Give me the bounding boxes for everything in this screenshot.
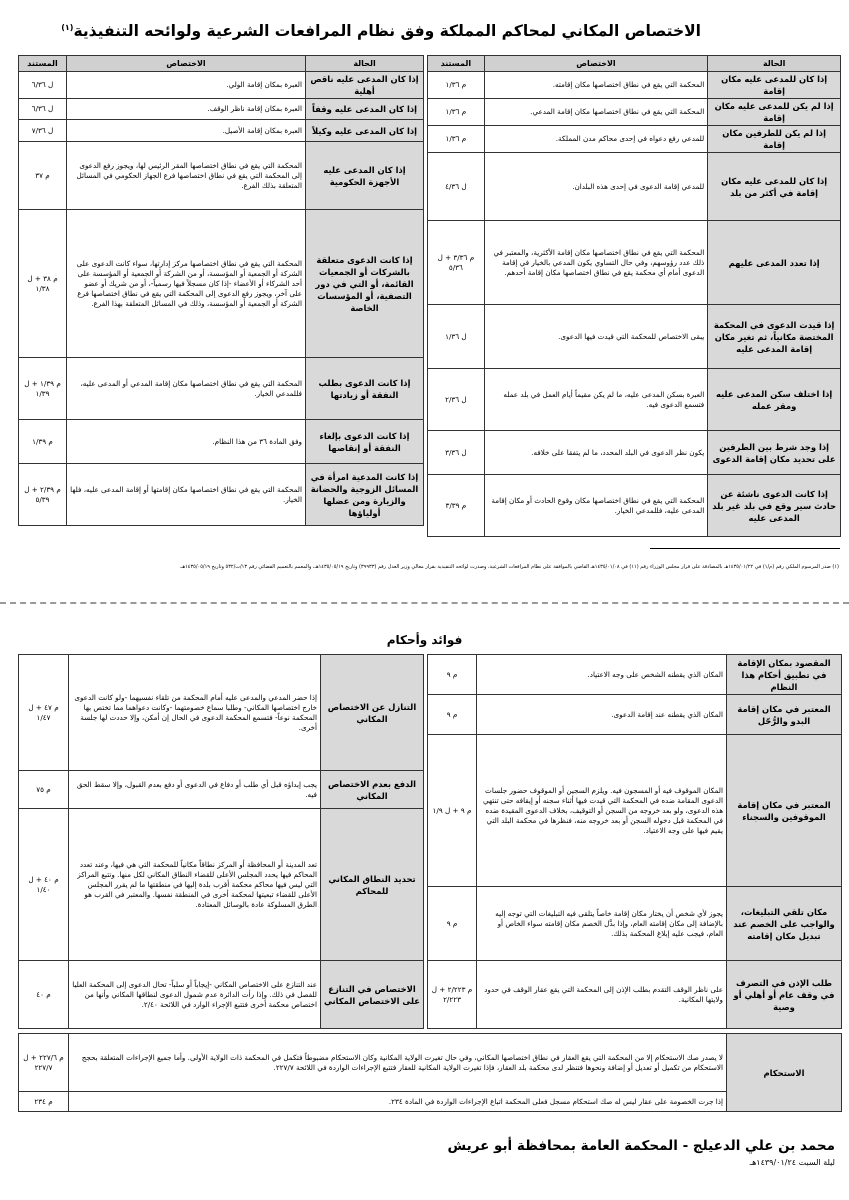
row-ref: م ٩ + ل ١/٩ [428,735,477,887]
row-text: للمدعي رفع دعواه في إحدى محاكم مدن المملكة. [484,126,708,153]
row-text: المكان الذي يقطنه الشخص على وجه الاعتياد. [477,655,727,695]
row-text: العبرة بمكان إقامة الولي. [67,72,306,99]
row-ref: ل ٦/٣٦ [19,72,67,99]
row-ref: م ١/٣٦ [428,72,485,99]
row-ref: م ٣/٣٩ [428,475,485,537]
row-case: إذا كان المدعى عليه ناقص أهلية [306,72,424,99]
row-ref: م ٤٧ + ل ١/٤٧ [19,655,69,771]
row-text: المحكمة التي يقع في نطاق اختصاصها مكان إقامة المدعي. [484,99,708,126]
table-row [19,210,424,358]
row-text: لا يصدر صك الاستحكام إلا من المحكمة التي يقع العقار في نطاق اختصاصها المكاني، وفي حال تغيرت الولاية المكانية وكان الاستحكام مضبوطاً فتكمل في المحكمة ذات الولاية الأولى. وأما جميع الإجراءات المتعلقة بحجج الاستحكام من تكميل أو تعديل أو إضافة ونحوها فتنظر لدى محكمة بلد العقار، فإذا تغيرت الولاية المكانية للعقار فتتبع الإجراءات الواردة في اللائحة ٢٢٧/٧. [69,1034,727,1092]
header-case: الحالة [708,56,841,72]
row-text: المحكمة التي يقع في نطاق اختصاصها مكان وقوع الحادث أو مكان إقامة المدعى عليه، فللمدعي الخيار. [484,475,708,537]
row-text: يكون نظر الدعوى في البلد المحدد، ما لم يتفقا على خلافه. [484,431,708,475]
row-case: إذا كانت الدعوى بطلب النفقة أو زيادتها [306,358,424,420]
row-case: طلب الإذن في التصرف في وقف عام أو أهلي أو وصية [727,961,842,1029]
table-row [428,475,841,537]
page-title-text: الاختصاص المكاني لمحاكم المملكة وفق نظام المرافعات الشرعية ولوائحه التنفيذية [73,22,701,40]
row-text: العبرة بسكن المدعى عليه، ما لم يكن مقيماً أيام العمل في بلد عمله فتسمع الدعوى فيه. [484,369,708,431]
table-row [428,369,841,431]
row-case: الاختصاص في التنازع على الاختصاص المكاني [321,961,424,1029]
row-case: المعتبر في مكان إقامة الموقوفين والسجناء [727,735,842,887]
row-ref: م ١/٣٩ [19,420,67,464]
bottom-page [0,610,849,1200]
row-case: إذا قيدت الدعوى في المحكمة المختصة مكانياً، ثم تغير مكان إقامة المدعى عليه [708,305,841,369]
row-text: على ناظر الوقف التقدم بطلب الإذن إلى المحكمة التي يقع عقار الوقف في حدود ولايتها المكانية. [477,961,727,1029]
table-row [428,961,842,1029]
header-jurisdiction: الاختصاص [484,56,708,72]
row-ref: م ٢/٣٩ + ل ٥/٣٩ [19,464,67,526]
table-row [428,431,841,475]
table-row [19,961,424,1029]
row-text: يجوز لأي شخص أن يختار مكان إقامة خاصاً يتلقى فيه التبليغات التي توجه إليه بالإضافة إلى مكان إقامته العام، وإذا بدَّل الخصم مكان إقامته سواء الخاص أو العام، فيجب عليه إبلاغ المحكمة بذلك. [477,887,727,961]
row-case: الاستحكام [727,1034,842,1112]
row-ref: ل ١/٣٦ [428,305,485,369]
right-jurisdiction-table [427,55,841,537]
row-ref: م ٤٠ [19,961,69,1029]
row-case: إذا كانت الدعوى ناشئة عن حادث سير وقع في بلد غير بلد المدعى عليه [708,475,841,537]
row-case: الدفع بعدم الاختصاص المكاني [321,771,424,809]
row-text: يجب إبداؤه قبل أي طلب أو دفاع في الدعوى أو دفع بعدم القبول، وإلا سقط الحق فيه. [69,771,321,809]
row-case: إذا وجد شرط بين الطرفين على تحديد مكان إقامة الدعوى [708,431,841,475]
row-case: إذا كانت الدعوى بإلغاء النفقة أو إنقاصها [306,420,424,464]
row-case: إذا كان المدعى عليه الأجهزة الحكومية [306,142,424,210]
row-ref: م ٢٢٧/٦ + ل ٢٢٧/٧ [19,1034,69,1092]
row-case: إذا كانت الدعوى متعلقة بالشركات أو الجمعيات القائمة، أو التي في دور التصفية، أو المؤسسات الخاصة [306,210,424,358]
row-text: عند التنازع على الاختصاص المكاني -إيجاباً أو سلباً- تحال الدعوى إلى المحكمة العليا للفصل في ذلك. وإذا رأت الدائرة عدم شمول الدعوى لنطاقها المكاني وأنها من اختصاص محكمة أخرى فتتبع الإجراء الوارد في اللائحة ٢/٤٠. [69,961,321,1029]
document-date: ليلة السبت ١٤٣٩/٠١/٢٤هـ [749,1158,835,1167]
row-ref: م ٢٣٤ [19,1092,69,1112]
table-row [428,99,841,126]
table-row [428,695,842,735]
row-text: وفق المادة ٣٦ من هذا النظام. [67,420,306,464]
row-text: المحكمة التي يقع في نطاق اختصاصها مكان إقامته. [484,72,708,99]
row-ref: م ٧٥ [19,771,69,809]
row-case: إذا لم يكن للمدعى عليه مكان إقامة [708,99,841,126]
table-row [428,221,841,305]
row-case: إذا اختلف سكن المدعى عليه ومقر عمله [708,369,841,431]
table-row [19,72,424,99]
row-text: يبقى الاختصاص للمحكمة التي قيدت فيها الدعوى. [484,305,708,369]
table-row [19,120,424,142]
row-text: المكان الموقوف فيه أو المسجون فيه. ويلزم السجين أو الموقوف حضور جلسات الدعوى المقامة ضده في المحكمة التي قيدت فيها أثناء سجنه أو إيقافه حتى تنتهي هذه الدعوى، ولو بعد خروجه من السجن أو التوقيف، بخلاف الدعوى المقيدة ضده في المحكمة قبل دخوله السجن أو بعد خروجه منه، فنظرها في محكمة البلد التي يقيم فيها على وجه الاعتياد. [477,735,727,887]
header-jurisdiction: الاختصاص [67,56,306,72]
table-row [428,735,842,887]
table-row [428,655,842,695]
page-separator [0,602,849,604]
table-row [428,126,841,153]
table-row [428,887,842,961]
left-jurisdiction-table [18,55,424,526]
header-case: الحالة [306,56,424,72]
row-case: تحديد النطاق المكاني للمحاكم [321,809,424,961]
row-text: المحكمة التي يقع في نطاق اختصاصها مكان إقامتها أو إقامة المدعى عليه، فلها الخيار. [67,464,306,526]
row-case: المقصود بمكان الإقامة في تطبيق أحكام هذا النظام [727,655,842,695]
row-text: إذا حضر المدعي والمدعى عليه أمام المحكمة من تلقاء نفسيهما -ولو كانت الدعوى خارج اختصاصها المكاني- وطلبا سماع خصومتهما -وكانت دعواهما مما تختص بها المحكمة نوعاً- فتسمع المحكمة الدعوى في الحال إن أمكن، وإلا حددت لها جلسة أخرى. [69,655,321,771]
table-row [19,809,424,961]
row-case: المعتبر في مكان إقامة البدو والرُّحّل [727,695,842,735]
table-row [19,99,424,120]
left-benefits-table [18,654,424,1029]
row-text: العبرة بمكان إقامة الأصيل. [67,120,306,142]
title-footnote-marker: (١) [61,22,74,32]
row-text: المحكمة التي يقع في نطاق اختصاصها مكان إقامة المدعي أو المدعى عليه، فللمدعي الخيار. [67,358,306,420]
footnote: (١) صدر المرسوم الملكي رقم (م/١) في ١٤٣٥/٠١/٢٢هـ بالمصادقة على قرار مجلس الوزراء رقم (١١) في ١٤٣٥/٠١/٠٨هـ القاضي بالموافقة على نظام المرافعات الشرعية، وصدرت لوائحه التنفيذية بقرار معالي وزير العدل رقم (٣٩٩٣٣) وتاريخ ١٤٣٥/٠٥/١٩هـ، والمعمم بالتعميم القضائي رقم ١٣/ت/٥٣٢ وتاريخ ١٤٣٥/٠٥/١٩هـ. [179,564,839,570]
row-case: التنازل عن الاختصاص المكاني [321,655,424,771]
row-ref: م ٤٠ + ل ١/٤٠ [19,809,69,961]
row-ref: م ٩ [428,887,477,961]
row-case: مكان تلقي التبليغات، والواجب على الخصم عند تبديل مكان إقامته [727,887,842,961]
row-text: المحكمة التي يقع في نطاق اختصاصها مكان إقامة الأكثرية، والمعتبر في ذلك عدد رؤوسهم، وفي حال التساوي يكون المدعي بالخيار في إقامة الدعوى أمام أي محكمة يقع في نطاق اختصاصها مكان إقامة أحدهم. [484,221,708,305]
row-ref: م ١/٣٦ [428,99,485,126]
row-text: للمدعي إقامة الدعوى في إحدى هذه البلدان. [484,153,708,221]
header-reference: المستند [19,56,67,72]
table-row [19,655,424,771]
table-row [428,153,841,221]
row-text: المحكمة التي يقع في نطاق اختصاصها المقر الرئيس لها، ويجوز رفع الدعوى إلى المحكمة التي يقع في نطاق اختصاصها فرع الجهاز الحكومي في المسائل المتعلقة بذلك الفرع. [67,142,306,210]
row-ref: م ٣٨ + ل ١/٣٨ [19,210,67,358]
row-ref: ل ٢/٣٦ [428,369,485,431]
row-case: إذا كانت المدعية امرأة في المسائل الزوجية والحضانة والزيارة ومن عضلها أولياؤها [306,464,424,526]
row-ref: ل ٦/٣٦ [19,99,67,120]
row-text: تعد المدينة أو المحافظة أو المركز نطاقاً مكانياً للمحكمة التي هي فيها، وعند تعدد المحاكم فيها يحدد المجلس الأعلى للقضاء النطاق المكاني لكل منها. وتتبع المراكز التي ليس فيها محاكم محكمة أقرب بلدة إليها في منطقتها ما لم يقرر المجلس الأعلى للقضاء تبعيتها لمحكمة أخرى في المنطقة نفسها. والمعتبر في القرب هو الطرق المسلوكة عادة بالوسائل المعتادة. [69,809,321,961]
section-title: فوائد وأحكام [386,633,463,647]
row-case: إذا تعدد المدعى عليهم [708,221,841,305]
table-row [428,305,841,369]
footnote-divider [650,548,840,549]
row-text: العبرة بمكان إقامة ناظر الوقف. [67,99,306,120]
right-benefits-table [427,654,842,1029]
header-reference: المستند [428,56,485,72]
row-case: إذا كان للمدعى عليه مكان إقامة في أكثر من بلد [708,153,841,221]
row-ref: ل ٣/٣٦ [428,431,485,475]
table-row [428,72,841,99]
author-signature: محمد بن علي الدعيلج - المحكمة العامة بمحافظة أبو عريش [447,1138,835,1154]
table-row [19,464,424,526]
row-ref: م ٩ [428,655,477,695]
row-text: المكان الذي يقطنه عند إقامة الدعوى. [477,695,727,735]
row-ref: م ٣٧ [19,142,67,210]
table-row [19,142,424,210]
row-case: إذا كان للمدعى عليه مكان إقامة [708,72,841,99]
row-text: إذا جرت الخصومة على عقار ليس له صك استحكام مسجل فعلى المحكمة اتباع الإجراءات الواردة في المادة ٢٣٤. [69,1092,727,1112]
page-title [61,22,701,40]
row-ref: م ٢/٢٢٣ + ل ٢/٢٢٣ [428,961,477,1029]
row-case: إذا لم يكن للطرفين مكان إقامة [708,126,841,153]
row-ref: م ١/٣٩ + ل ١/٣٩ [19,358,67,420]
row-text: المحكمة التي يقع في نطاق اختصاصها مركز إدارتها، سواء كانت الدعوى على الشركة أو الجمعية أو المؤسسة، أو من الشركة أو الجمعية أو المؤسسة على أحد الشركاء أو الأعضاء -إذا كان مسجلاً فيها رسمياً-، أو من شريك أو عضو على آخر، ويجوز رفع الدعوى إلى المحكمة التي يقع في نطاق اختصاصها فرع الشركة أو الجمعية أو المؤسسة، وذلك في المسائل المتعلقة بهذا الفرع. [67,210,306,358]
istihkam-table [18,1033,842,1112]
table-row [19,1034,842,1092]
table-row [19,771,424,809]
table-row [19,1092,842,1112]
row-ref: ل ٤/٣٦ [428,153,485,221]
row-ref: ل ٧/٣٦ [19,120,67,142]
table-row [19,420,424,464]
row-ref: م ١/٣٦ [428,126,485,153]
row-case: إذا كان المدعى عليه وكيلاً [306,120,424,142]
table-row [19,358,424,420]
row-ref: م ٩ [428,695,477,735]
row-ref: م ٣/٣٦ + ل ٥/٣٦ [428,221,485,305]
row-case: إذا كان المدعى عليه وقفاً [306,99,424,120]
